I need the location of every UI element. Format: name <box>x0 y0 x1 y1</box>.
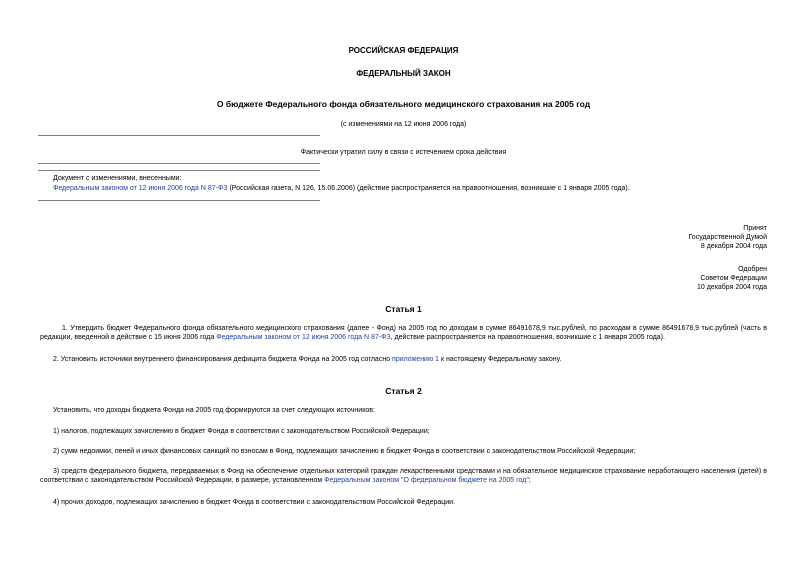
divider <box>38 200 320 201</box>
article-2-item-1: 1) налогов, подлежащих зачислению в бюджет Фонда в соответствии с законодательством Российской Федерации; <box>53 428 430 435</box>
law-link[interactable]: Федеральным законом от 12 июня 2006 года N 87-ФЗ <box>216 334 391 341</box>
article-2-item-3: 3) средств федерального бюджета, передаваемых в Фонд на обеспечение отдельных категорий граждан лекарственными средствами и на обязательное медицинское страхование неработающего населения (детей) в соответствии с законодательством Российской Федерации, в размере, установленном Федеральным законом "О федеральном бюджете на 2005 год"; <box>40 468 767 484</box>
article-2-item-2: 2) сумм недоимки, пеней и иных финансовых санкций по взносам в Фонд, подлежащих зачислению в бюджет Фонда в соответствии с законодательством Российской Федерации; <box>53 448 636 455</box>
law-type-heading: ФЕДЕРАЛЬНЫЙ ЗАКОН <box>356 69 451 78</box>
accepted-block: Принят Государственной Думой 8 декабря 2004 года <box>688 225 767 250</box>
status-note: Фактически утратил силу в связи с истечением срока действия <box>300 149 507 156</box>
divider <box>38 163 320 164</box>
article-2-item-4: 4) прочих доходов, подлежащих зачислению в бюджет Фонда в соответствии с законодательством Российской Федерации. <box>53 499 456 506</box>
divider <box>38 170 320 171</box>
divider <box>38 135 320 136</box>
changes-label: Документ с изменениями, внесенными: <box>53 175 182 182</box>
article-1-paragraph-1: 1. Утвердить бюджет Федерального фонда обязательного медицинского страхования (далее - Фонд) на 2005 год по доходам в сумме 86491678,9 тыс.рублей, по расходам в сумме 86491678,9 тыс.рублей (часть в редакции, введенной в действие с 15 июня 2006 года Федеральным законом от 12 июня 2006 года N 87-ФЗ, действие распространяется на правоотношения, возникшие с 1 января 2005 года). <box>40 325 767 341</box>
changes-link[interactable]: Федеральным законом от 12 июня 2006 года N 87-ФЗ <box>53 185 228 192</box>
country-heading: РОССИЙСКАЯ ФЕДЕРАЦИЯ <box>348 46 459 55</box>
approved-block: Одобрен Советом Федерации 10 декабря 2004 года <box>696 266 767 291</box>
amended-note: (с изменениями на 12 июня 2006 года) <box>340 121 467 128</box>
article-2-heading: Статья 2 <box>385 386 422 396</box>
changes-line: Федеральным законом от 12 июня 2006 года N 87-ФЗ (Российская газета, N 126, 15.06.2006) (действие распространяется на правоотношения, возникшие с 1 января 2005 года). <box>53 185 630 192</box>
article-2-intro: Установить, что доходы бюджета Фонда на 2005 год формируются за счет следующих источников: <box>53 407 375 414</box>
article-1-heading: Статья 1 <box>385 304 422 314</box>
article-1-paragraph-2: 2. Установить источники внутреннего финансирования дефицита бюджета Фонда на 2005 год согласно приложению 1 к настоящему Федеральному закону. <box>53 356 562 363</box>
budget-law-link[interactable]: Федеральным законом "О федеральном бюджете на 2005 год" <box>324 477 529 484</box>
document-title: О бюджете Федерального фонда обязательного медицинского страхования на 2005 год <box>216 99 591 109</box>
appendix-link[interactable]: приложению 1 <box>392 356 440 363</box>
